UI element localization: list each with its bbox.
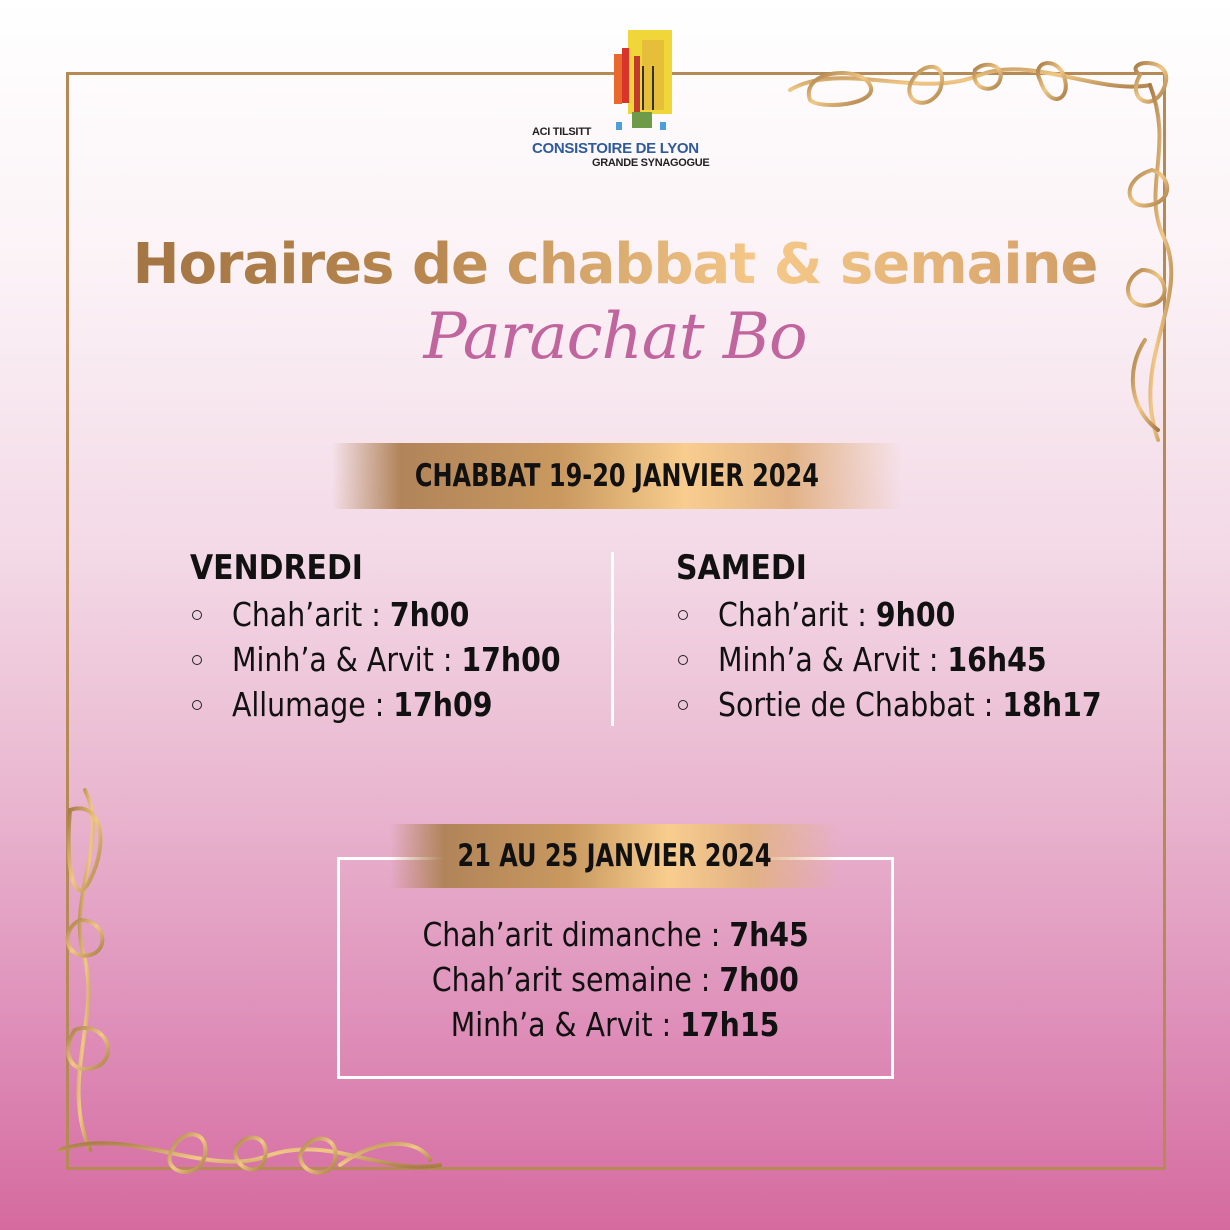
schedule-item	[190, 637, 614, 682]
week-banner	[390, 824, 840, 888]
bullet-icon	[678, 700, 688, 710]
week-item	[337, 1002, 894, 1047]
item-time: 18h17	[1002, 685, 1102, 724]
schedule-item	[190, 682, 614, 727]
item-label: Minh’a & Arvit :	[718, 640, 948, 679]
bullet-icon	[678, 655, 688, 665]
schedule-item	[676, 682, 1164, 727]
item-label: Chah’arit :	[718, 595, 876, 634]
item-time: 17h15	[680, 1005, 780, 1044]
bullet-icon	[192, 655, 202, 665]
item-label: Minh’a & Arvit :	[232, 640, 462, 679]
bullet-icon	[192, 610, 202, 620]
week-item	[337, 912, 894, 957]
item-time: 9h00	[875, 595, 956, 634]
item-label: Chah’arit semaine :	[432, 960, 720, 999]
saturday-column	[676, 548, 1164, 727]
page-subtitle: Parachat Bo	[423, 300, 807, 374]
friday-column	[190, 548, 614, 727]
logo-line-1: ACI TILSITT	[532, 126, 592, 138]
logo-line-2: CONSISTOIRE DE LYON	[532, 140, 699, 157]
saturday-title: SAMEDI	[676, 548, 807, 588]
schedule-item	[676, 637, 1164, 682]
week-banner-text: 21 AU 25 JANVIER 2024	[457, 838, 773, 874]
synagogue-painting-icon	[608, 26, 676, 134]
page-title: Horaires de chabbat & semaine	[0, 232, 1230, 297]
item-time: 7h00	[719, 960, 799, 999]
item-label: Chah’arit dimanche :	[422, 915, 730, 954]
week-item	[337, 957, 894, 1002]
chabbat-banner	[332, 443, 902, 509]
item-time: 17h00	[461, 640, 561, 679]
item-label: Minh’a & Arvit :	[451, 1005, 681, 1044]
friday-title: VENDREDI	[190, 548, 363, 588]
logo-line-3: GRANDE SYNAGOGUE	[592, 157, 710, 169]
chabbat-banner-text: CHABBAT 19-20 JANVIER 2024	[414, 458, 820, 494]
bullet-icon	[678, 610, 688, 620]
item-label: Sortie de Chabbat :	[718, 685, 1003, 724]
item-time: 16h45	[947, 640, 1047, 679]
column-divider	[611, 552, 614, 726]
item-time: 7h45	[729, 915, 809, 954]
schedule-item	[190, 592, 614, 637]
item-label: Allumage :	[232, 685, 394, 724]
bullet-icon	[192, 700, 202, 710]
consistoire-logo	[530, 22, 710, 172]
week-schedule	[337, 912, 894, 1047]
item-time: 17h09	[393, 685, 493, 724]
item-time: 7h00	[389, 595, 470, 634]
schedule-item	[676, 592, 1164, 637]
item-label: Chah’arit :	[232, 595, 390, 634]
